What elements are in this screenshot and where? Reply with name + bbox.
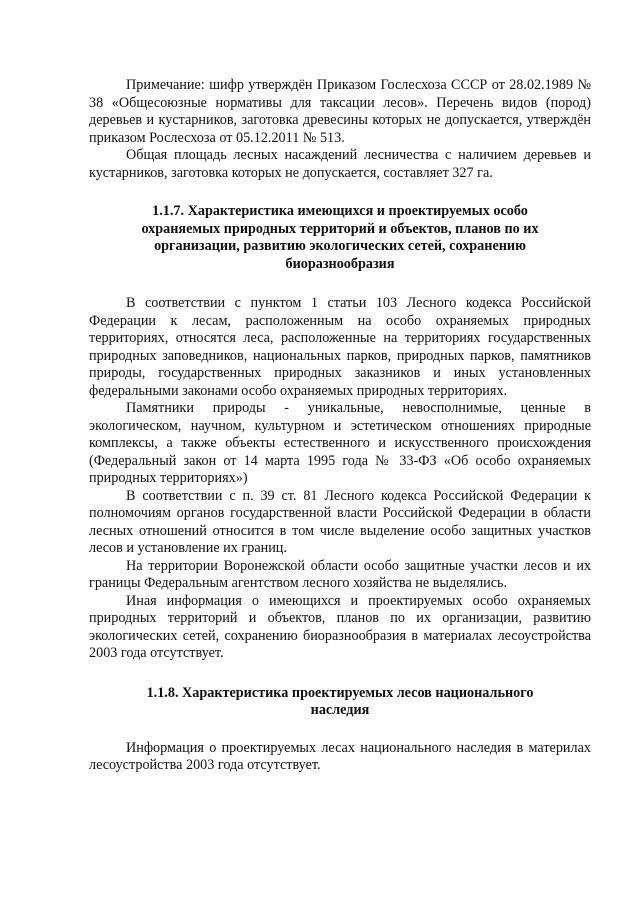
section-body-1-1-7: [89, 295, 591, 663]
section-title-1-1-7: 1.1.7. Характеристика имеющихся и проектируемых особо охраняемых природных территорий и объектов, планов по их организации, развитию экологических сетей, сохранению биоразнообразия: [141, 203, 539, 272]
body-paragraph: В соответствии с пунктом 1 статьи 103 Лесного кодекса Российской Федерации к лесам, расположенным на особо охраняемых природных территориях, относятся леса, расположенные на территориях государственных природных заповедников, национальных парков, природных парков, памятников природы, государственных природных заказников и иных установленных федеральными законами особо охраняемых природных территориях.: [89, 295, 591, 399]
section-title-1-1-8: 1.1.8. Характеристика проектируемых лесов национального наследия: [146, 684, 534, 718]
note-paragraph: Общая площадь лесных насаждений лесничества с наличием деревьев и кустарников, заготовка которых не допускается, составляет 327 га.: [89, 147, 591, 181]
body-paragraph: На территории Воронежской области особо защитные участки лесов и их границы Федеральным агентством лесного хозяйства не выделялись.: [89, 557, 591, 591]
document-page: [89, 77, 591, 775]
section-body-1-1-8: [89, 740, 591, 775]
body-paragraph: Памятники природы - уникальные, невосполнимые, ценные в экологическом, научном, культурном и эстетическом отношениях природные комплексы, а также объекты естественного и искусственного происхождения (Федеральный закон от 14 марта 1995 года № 33-ФЗ «Об особо охраняемых природных территориях»): [89, 400, 591, 486]
body-paragraph: В соответствии с п. 39 ст. 81 Лесного кодекса Российской Федерации к полномочиям органов государственной власти Российской Федерации в области лесных отношений относится в том числе выделение особо защитных участков лесов и установление их границ.: [89, 487, 591, 556]
body-paragraph: Иная информация о имеющихся и проектируемых особо охраняемых природных территорий и объектов, планов по их организации, развитию экологических сетей, сохранению биоразнообразия в материалах лесоустройства 2003 года отсутствует.: [89, 592, 591, 661]
note-paragraph: Примечание: шифр утверждён Приказом Гослесхоза СССР от 28.02.1989 № 38 «Общесоюзные нормативы для таксации лесов». Перечень видов (пород) деревьев и кустарников, заготовка древесины которых не допускается, утверждён приказом Рослесхоза от 05.12.2011 № 513.: [89, 77, 591, 146]
note-block: [89, 77, 591, 182]
body-paragraph: Информация о проектируемых лесах национального наследия в материлах лесоустройства 2003 года отсутствует.: [89, 739, 591, 773]
